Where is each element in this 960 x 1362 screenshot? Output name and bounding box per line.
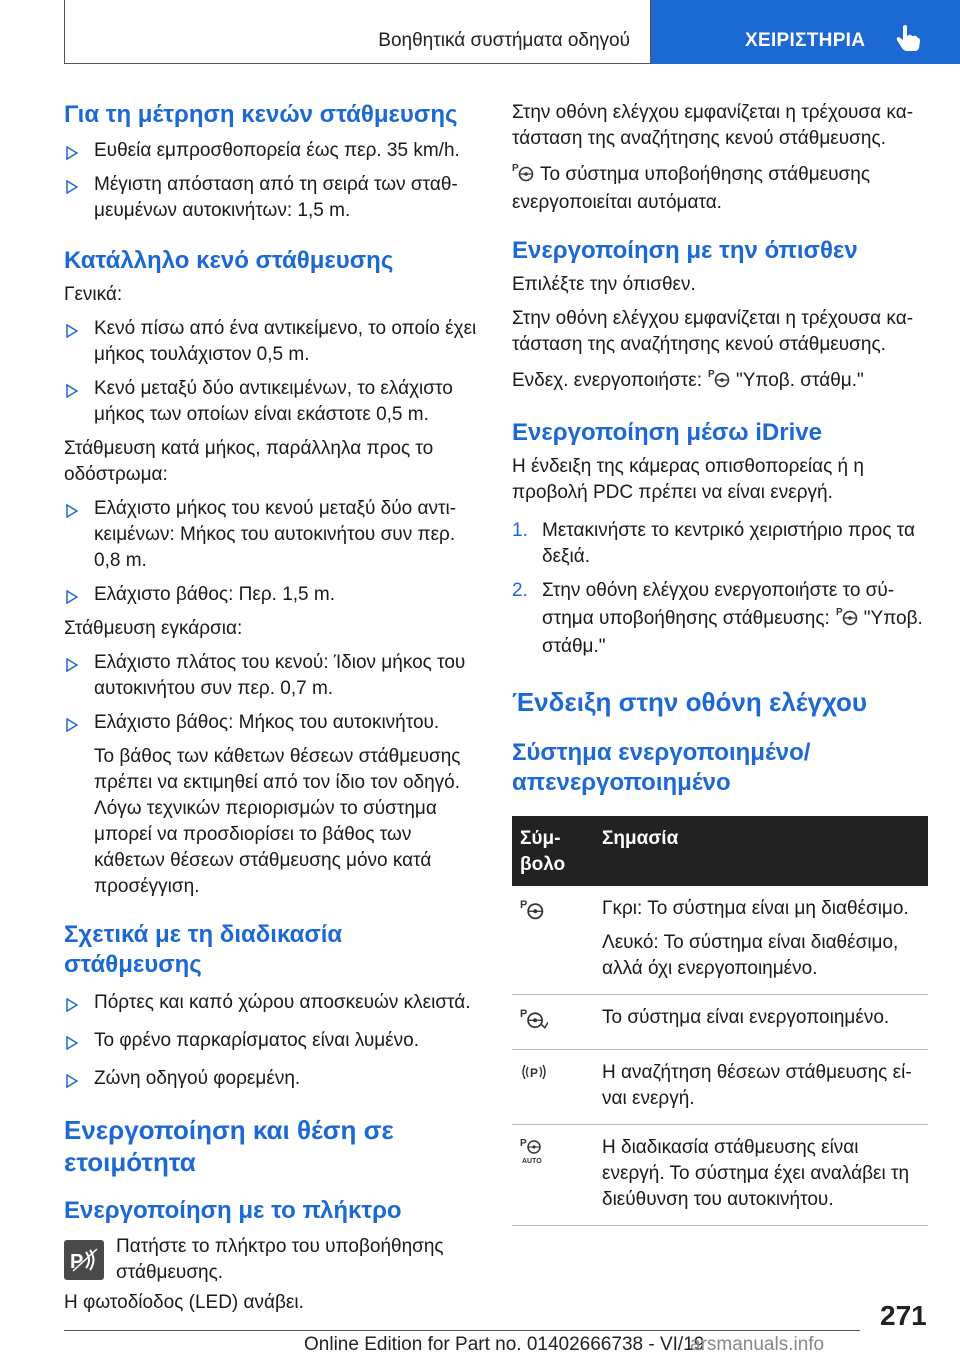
triangle-bullet-icon [66,654,78,680]
svg-text:P: P [520,899,528,911]
list-item [64,316,482,368]
list-item [64,496,482,574]
parking-assist-symbol-icon [708,366,730,396]
meaning-text: Γκρι: Το σύστημα είναι μη διαθέσιμο. [602,898,909,919]
list-item [64,138,482,164]
symbol-cell [512,886,594,995]
heading-activation: Ενεργοποίηση και θέση σε ετοιμότητα [64,1115,394,1177]
list-item-text: Μέγιστη απόσταση από τη σειρά των σταθμευμένων αυτοκινήτων: 1,5 m. [94,174,458,221]
triangle-bullet-icon [66,994,78,1020]
svg-text:P: P [520,1008,528,1020]
table-header-row [512,816,928,886]
svg-text:P: P [512,163,519,174]
svg-text:P: P [70,1251,84,1273]
meaning-cell: Το σύστημα είναι ενεργοποιημένο. [594,995,928,1050]
parking-assist-symbol-icon [512,160,534,190]
list-item [64,710,482,736]
list-item [64,376,482,428]
parking-space-search-icon [520,1068,548,1089]
list-item [64,1028,482,1054]
right-column [512,100,928,1226]
paragraph: Η ένδειξη της κάμερας οπισθοπορείας ή η προβολή PDC πρέπει να είναι ενεργή. [512,456,864,503]
list-item-text: Ελάχιστο βάθος: Περ. 1,5 m. [94,584,335,605]
key-instruction [64,1234,482,1286]
list-item-text: Ελάχιστο μήκος του κενού μεταξύ δύο αντικειμένων: Μήκος του αυτοκινήτου συν περ. 0,8 m. [94,498,457,571]
footer-edition: Online Edition for Part no. 01402666738 - VI/19 [304,1334,705,1355]
step-number: 1. [512,520,528,541]
paragraph: Επιλέξτε την όπισθεν. [512,274,696,295]
step-number: 2. [512,580,528,601]
triangle-bullet-icon [66,142,78,168]
paragraph [512,366,928,396]
chapter-tab-label: ΧΕΙΡΙΣΤΗΡΙΑ [745,30,866,51]
meaning-text: Λευκό: Το σύστημα είναι διαθέσιμο, αλλά όχι ενεργοποιημένο. [602,932,899,979]
heading-display: Ένδειξη στην οθόνη ελέγχου [512,687,868,717]
list-item [64,1066,482,1092]
triangle-bullet-icon [66,320,78,346]
meaning-cell: Η διαδικασία στάθμευσης είναι ενεργή. Το σύστημα έχει αναλάβει τη διεύθυνση του αυτοκινήτου. [594,1125,928,1226]
triangle-bullet-icon [66,1070,78,1096]
menu-option-label: "Υποβ. στάθμ." [542,608,923,657]
triangle-bullet-icon [66,1032,78,1058]
paragraph: Στην οθόνη ελέγχου εμφανίζεται η τρέχουσα κατάσταση της αναζήτησης κενού στάθμευσης. [512,308,914,355]
heading-suitable-space: Κατάλληλο κενό στάθμευσης [64,247,394,274]
list-item-text: Ελάχιστο βάθος: Μήκος του αυτοκινήτου. [94,712,440,733]
symbol-table [512,816,928,1226]
menu-option-label: "Υποβ. στάθμ." [735,370,864,392]
svg-text:P: P [530,1066,539,1080]
parking-assist-symbol-icon [836,604,858,634]
table-row [512,1050,928,1125]
list-item-text: Πόρτες και καπό χώρου αποσκευών κλειστά. [94,992,471,1013]
paragraph [512,160,928,216]
heading-parking-procedure: Σχετικά με τη διαδικασία στάθμευσης [64,921,343,978]
heading-activation-idrive: Ενεργοποίηση μέσω iDrive [512,419,822,446]
paragraph: Στάθμευση εγκάρσια: [64,618,243,639]
symbol-cell [512,1050,594,1125]
table-row [512,886,928,995]
list-item [64,650,482,702]
list-item-text: Ζώνη οδηγού φορεμένη. [94,1068,301,1089]
list-item [64,172,482,224]
svg-text:P: P [835,607,843,618]
parking-assist-symbol-icon [520,899,544,925]
paragraph: Στάθμευση κατά μήκος, παράλληλα προς το οδόστρωμα: [64,438,434,485]
paragraph-text: Ενδεχ. ενεργοποιήστε: [512,370,702,392]
heading-activation-button: Ενεργοποίηση με το πλήκτρο [64,1197,402,1224]
page-number: 271 [880,1300,927,1331]
paragraph: Η φωτοδίοδος (LED) ανάβει. [64,1292,304,1313]
triangle-bullet-icon [66,500,78,526]
step-text: Μετακινήστε το κεντρικό χειριστήριο προς τα δεξιά. [542,520,915,567]
triangle-bullet-icon [66,380,78,406]
list-item-text: Ελάχιστο πλάτος του κενού: Ίδιον μήκος του αυτοκινήτου συν περ. 0,7 m. [94,652,466,699]
chapter-tab[interactable] [651,0,960,64]
svg-text:P: P [707,369,715,380]
symbol-cell [512,1125,594,1226]
column-header-symbol: Σύμβολο [512,816,594,886]
auto-label: AUTO [522,1158,542,1165]
list-item-text: Κενό μεταξύ δύο αντικειμένων, το ελάχιστο μήκος των οποίων είναι εκάστοτε 0,5 m. [94,378,453,425]
column-header-meaning: Σημασία [594,816,928,886]
step-text: Στην οθόνη ελέγχου ενεργοποιήστε το σύστημα υποβοήθησης στάθμευσης: [542,580,895,630]
footer-divider [64,1330,860,1331]
list-item-text: Ευθεία εμπροσθοπορεία έως περ. 35 km/h. [94,140,460,161]
triangle-bullet-icon [66,586,78,612]
meaning-cell: Η αναζήτηση θέσεων στάθμευσης είναι ενεργή. [594,1050,928,1125]
heading-system-status: Σύστημα ενεργοποιημένο/ απενεργοποιημένο [512,739,811,796]
paragraph-text: Το σύστημα υποβοήθησης στάθμευσης ενεργοποιείται αυτόματα. [512,164,870,213]
parking-assist-button-icon [64,1240,104,1280]
paragraph: Πατήστε το πλήκτρο του υποβοήθησης στάθμευσης. [116,1236,444,1283]
parking-auto-icon [520,1138,548,1170]
left-column [64,100,482,1316]
list-item [64,990,482,1016]
heading-activation-reverse: Ενεργοποίηση με την όπισθεν [512,237,858,264]
triangle-bullet-icon [66,176,78,202]
table-row [512,995,928,1050]
meaning-cell [594,886,928,995]
svg-text:P: P [520,1138,527,1149]
paragraph: Στην οθόνη ελέγχου εμφανίζεται η τρέχουσα κατάσταση της αναζήτησης κενού στάθμευσης. [512,102,914,149]
symbol-cell [512,995,594,1050]
section-title: Βοηθητικά συστήματα οδηγού [378,30,630,51]
triangle-bullet-icon [66,714,78,740]
list-item [64,582,482,608]
list-item-text: Το φρένο παρκαρίσματος είναι λυμένο. [94,1030,419,1051]
paragraph: Γενικά: [64,284,123,305]
hand-pointer-icon [895,24,921,57]
numbered-step [512,578,928,660]
footer-watermark: arsmanuals.info [690,1334,825,1355]
heading-parking-space-measure: Για τη μέτρηση κενών στάθμευσης [64,101,458,128]
numbered-step [512,518,928,570]
table-row [512,1125,928,1226]
list-item-text: Κενό πίσω από ένα αντικείμενο, το οποίο έχει μήκος τουλάχιστον 0,5 m. [94,318,477,365]
sub-paragraph: Το βάθος των κάθετων θέσεων στάθμευσης πρέπει να εκτιμηθεί από τον ίδιο τον οδηγό. Λόγω τεχνικών περιορισμών το σύστημα μπορεί να προσδιορίσει το βάθος των κάθετων θέσεων στάθμευσης μόνο κατά προσέγγιση. [94,746,461,897]
parking-assist-active-icon [520,1008,548,1034]
